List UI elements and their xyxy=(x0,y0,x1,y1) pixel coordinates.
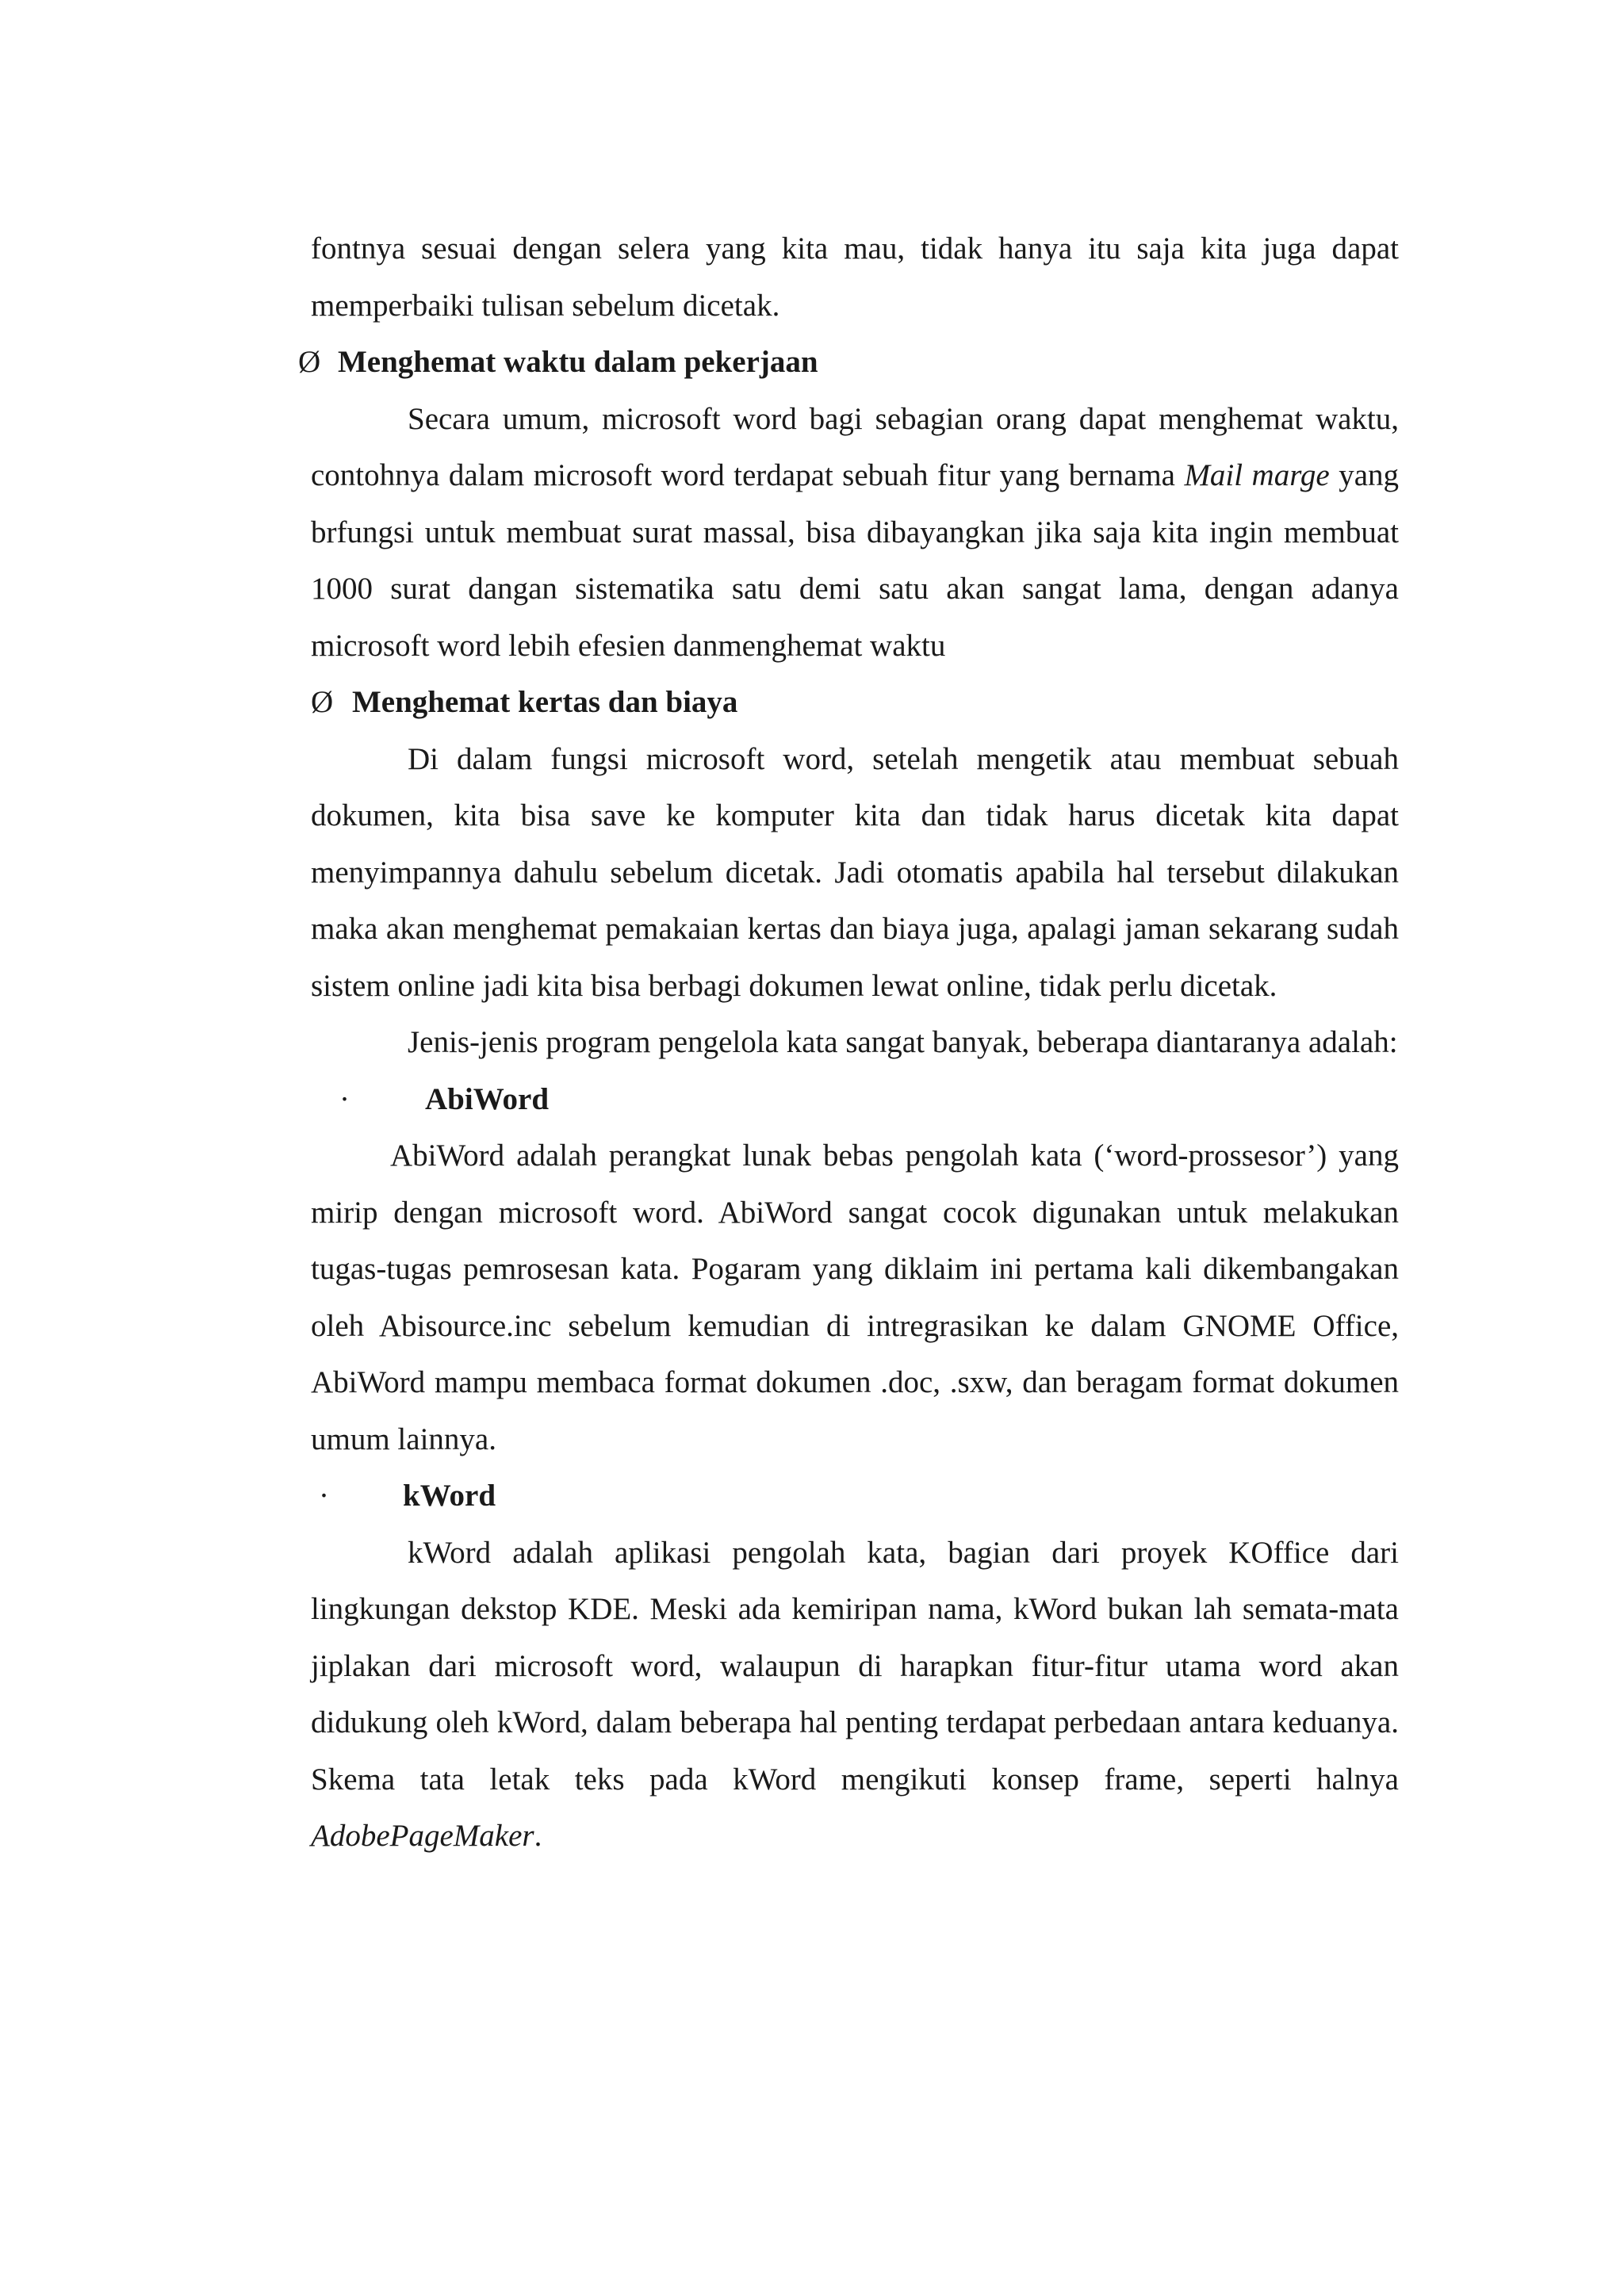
heading-menghemat-kertas-text: Menghemat kertas dan biaya xyxy=(352,685,738,719)
paragraph-kword xyxy=(311,1525,1399,1865)
arrow-bullet-icon: Ø xyxy=(311,685,334,719)
paragraph-menghemat-waktu xyxy=(311,391,1399,675)
intro-paragraph: fontnya sesuai dengan selera yang kita mau, tidak hanya itu saja kita juga dapat memperbaiki tulisan sebelum dicetak. xyxy=(311,232,1399,323)
arrow-bullet-icon: Ø xyxy=(298,345,321,379)
heading-abiword xyxy=(339,1071,1399,1128)
dot-bullet-icon: · xyxy=(319,1479,329,1513)
dot-bullet-icon: · xyxy=(339,1081,350,1116)
heading-kword-text: kWord xyxy=(403,1479,496,1513)
italic-term-adobepagemaker: AdobePageMaker xyxy=(311,1819,534,1853)
heading-abiword-text: AbiWord xyxy=(425,1081,550,1116)
paragraph-text: yang brfungsi untuk membuat surat massal, bisa dibayangkan jika saja kita ingin membuat 1000 surat dangan sistematika satu demi satu akan sangat lama, dengan adanya microsoft word lebih efesien danmenghemat waktu xyxy=(311,458,1400,663)
paragraph-menghemat-kertas: Di dalam fungsi microsoft word, setelah mengetik atau membuat sebuah dokumen, kita bisa save ke komputer kita dan tidak harus dicetak kita dapat menyimpannya dahulu sebelum dicetak. Jadi otomatis apabila hal tersebut dilakukan maka akan menghemat pemakaian kertas dan biaya juga, apalagi jaman sekarang sudah sistem online jadi kita bisa berbagi dokumen lewat online, tidak perlu dicetak. xyxy=(311,741,1399,1003)
paragraph-text: Secara umum, microsoft word bagi sebagian orang dapat menghemat waktu, contohnya dalam microsoft word terdapat sebuah fitur yang bernama xyxy=(311,401,1399,492)
paragraph-abiword: AbiWord adalah perangkat lunak bebas pengolah kata (‘word-prossesor’) yang mirip dengan microsoft word. AbiWord sangat cocok digunakan untuk melakukan tugas-tugas pemrosesan kata. Pogaram yang diklaim ini pertama kali dikembangakan oleh Abisource.inc sebelum kemudian di intregrasikan ke dalam GNOME Office, AbiWord mampu membaca format dokumen .doc, .sxw, dan beragam format dokumen umum lainnya. xyxy=(311,1138,1399,1456)
heading-kword xyxy=(319,1468,1399,1525)
italic-term-mail-marge: Mail marge xyxy=(1184,458,1330,492)
paragraph-jenis-program: Jenis-jenis program pengelola kata sangat banyak, beberapa diantaranya adalah: xyxy=(408,1025,1398,1059)
paragraph-text: kWord adalah aplikasi pengolah kata, bagian dari proyek KOffice dari lingkungan dekstop KDE. Meski ada kemiripan nama, kWord bukan lah semata-mata jiplakan dari microsoft word, walaupun di harapkan fitur-fitur utama word akan didukung oleh kWord, dalam beberapa hal penting terdapat perbedaan antara keduanya. Skema tata letak teks pada kWord mengikuti konsep frame, seperti halnya xyxy=(311,1535,1399,1797)
page-content xyxy=(298,220,1400,1865)
heading-menghemat-waktu-text: Menghemat waktu dalam pekerjaan xyxy=(338,345,818,379)
heading-menghemat-kertas xyxy=(311,674,1399,731)
heading-menghemat-waktu xyxy=(298,334,1399,391)
paragraph-text: . xyxy=(534,1819,542,1853)
